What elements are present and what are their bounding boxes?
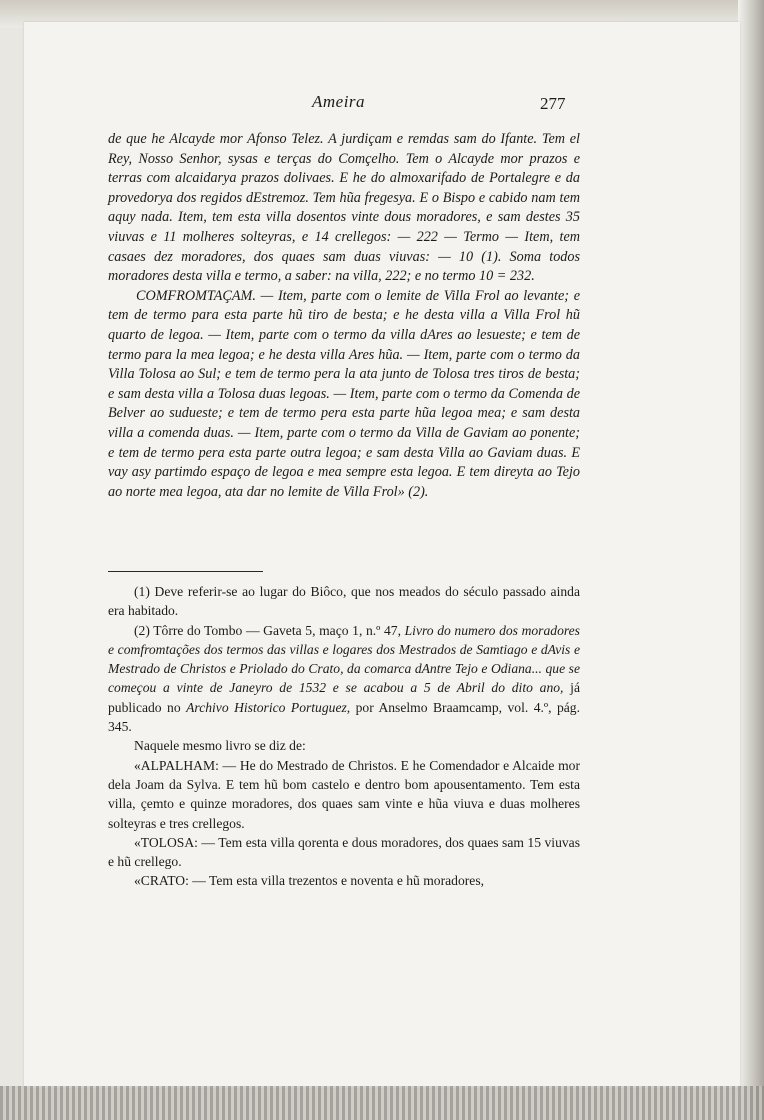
footnote-2-source: (2) Tôrre do Tombo — Gaveta 5, maço 1, n.º 47, [134, 622, 405, 638]
footnote-2-connector: já publicado no [108, 680, 580, 715]
footnote-2-book-title: Livro do numero dos moradores e comfromtações dos termos das villas e logares dos Mestrados de Samtiago e dAvis e Mestrado de Christos e Priolado do Crato, da comarca dAntre Tejo e Odiana... que se começou a vinte de Janeyro de 1532 e se acabou a 5 de Abril do dito ano, [108, 622, 580, 696]
scan-bottom-edge [0, 1086, 764, 1120]
footnotes [108, 582, 580, 891]
footnote-quote-intro: Naquele mesmo livro se diz de: [134, 738, 306, 754]
footnote-1: (1) Deve referir-se ao lugar do Biôco, que nos meados do século passado ainda era habitado. [108, 584, 580, 619]
footnote-quote-crato: «CRATO: — Tem esta villa trezentos e noventa e hũ moradores, [134, 873, 485, 889]
footnote-2-citation: por Anselmo Braamcamp, vol. 4.º, pág. 345. [108, 699, 580, 735]
footnote-quote-alpalham: «ALPALHAM: — He do Mestrado de Christos. E he Comendador e Alcaide mor dela Joam da Sylva. E tem hũ bom castelo e dentro bom apousentamento. Tem esta villa, çemto e quinze moradores, dos quaes sam vinte e hũa viuva e duas molheres solteyras e tres crellegos. [108, 757, 580, 831]
running-head: Ameira [312, 92, 366, 111]
page-number: 277 [540, 94, 566, 113]
scan-right-edge [738, 0, 764, 1120]
footnote-2 [108, 621, 580, 737]
main-text [108, 130, 580, 502]
footnote-divider [108, 571, 263, 572]
paragraph: COMFROMTAÇAM. — Item, parte com o lemite de Villa Frol ao levante; e tem de termo para esta parte hũ tiro de besta; e he desta villa a Villa Frol hũ quarto de legoa. — Item, parte com o termo da villa dAres ao lesueste; e tem de termo para la mea legoa; e he desta villa Ares hũa. — Item, parte com o termo da Villa Tolosa ao Sul; e tem de termo pera la ata junto de Tolosa tres tiros de besta; e sam desta villa a Tolosa duas legoas. — Item, parte com o termo da Comenda de Belver ao sudueste; e tem de termo pera esta parte hũa legoa mea; e sam desta villa a comenda duas. — Item, parte com o termo da Villa de Gaviam ao ponente; e tem de termo pera esta parte outra legoa; e sam desta Villa ao Gaviam duas. E vay asy partimdo espaço de legoa e mea sempre esta legoa. E tem direyta ao Tejo ao norte mea legoa, ata dar no lemite de Villa Frol» (2). [108, 287, 580, 500]
footnote-2-journal: Archivo Historico Portuguez, [186, 699, 351, 715]
footnote-quote-tolosa: «TOLOSA: — Tem esta villa qorenta e dous moradores, dos quaes sam 15 viuvas e hũ crellego. [108, 834, 580, 870]
paragraph: de que he Alcayde mor Afonso Telez. A jurdiçam e remdas sam do Ifante. Tem el Rey, Nosso Senhor, sysas e terças do Comçelho. Tem o Alcayde mor prazos e terras com alcaidarya prazos dolivaes. E he do almoxarifado de Portalegre e da provedorya dos regidos dEstremoz. Tem hũa fregesya. E o Bispo e cabido nam tem aquy nada. Item, tem esta villa dosentos vinte dous moradores, e sam destes 35 viuvas e 11 molheres solteyras, e 14 crellegos: — 222 — Termo — Item, tem casaes dez moradores, dos quaes sam duas viuvas: — 10 (1). Soma todos moradores desta villa e termo, a saber: na villa, 222; e no termo 10 = 232. [108, 131, 580, 285]
